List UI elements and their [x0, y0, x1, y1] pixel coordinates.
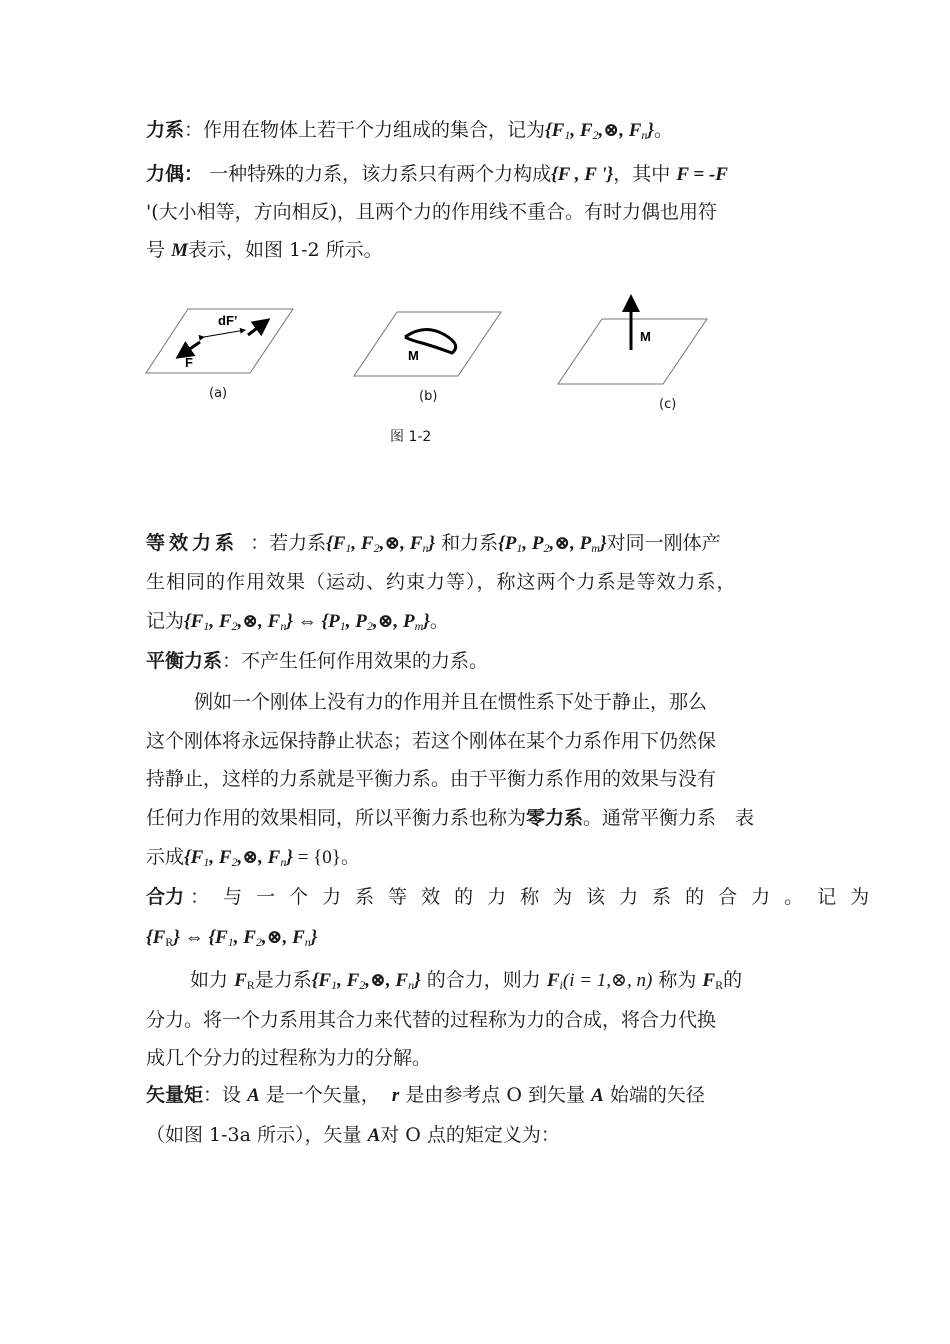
paragraph-equivalent-line2: 生相同的作用效果（运动、约束力等），称这两个力系是等效力系， — [146, 571, 737, 593]
paragraph-equivalent-line3: 记为{$F_1$, $F_2,\otimes$, $F_n$} ⇔ {$P_1$, $P_2,\otimes$, $P_m$}。 — [146, 610, 449, 633]
paragraph-force-system: 力系：作用在物体上若干个力组成的集合，记为{$F_1$, $F_2,\otimes$, $F_n$}。 — [146, 119, 674, 142]
term-force-system: 力系 — [146, 119, 185, 141]
label-m-c: M — [640, 329, 651, 344]
paragraph-resultant: 合力 ：与一个力系等效的力称为该力系的合力。记为 — [146, 886, 884, 908]
paragraph-couple-line2: '(大小相等，方向相反)，且两个力的作用线不重合。有时力偶也用符 — [146, 201, 718, 223]
label-m-b: M — [408, 348, 419, 363]
distance-arrow — [204, 330, 245, 337]
paragraph-example-line3: 持静止，这样的力系就是平衡力系。由于平衡力系作用的效果与没有 — [146, 768, 717, 790]
paragraph-component-line2: 分力。将一个力系用其合力来代替的过程称为力的合成，将合力代换 — [146, 1009, 717, 1031]
paragraph-vector-moment-line2: （如图 1-3a 所示），矢量 A对 O 点的矩定义为： — [146, 1124, 560, 1146]
paragraph-example-line2: 这个刚体将永远保持静止状态；若这个刚体在某个力系作用下仍然保 — [146, 730, 717, 752]
paragraph-resultant-formula: $\{F_R\}$ ⇔ {$F_1$, $F_2,\otimes$, $F_n$} — [146, 927, 318, 949]
label-c: (c) — [659, 397, 677, 412]
term-equivalent: 等效力系 — [146, 532, 239, 554]
paragraph-example-line5: 示成{$F_1$, $F_2,\otimes$, $F_n\} = \{0\}$。 — [146, 846, 360, 869]
paragraph-equivalent: 等效力系 ：若力系{$F_1$, $F_2,\otimes$, $F_n$} 和力系{$P_1$, $P_2,\otimes$, $P_m$}对同一刚体产 — [146, 532, 721, 555]
term-resultant: 合力 — [146, 886, 185, 908]
force-f-prime-arrow — [248, 320, 268, 335]
term-zero-system: 零力系 — [526, 807, 584, 829]
label-a: (a) — [209, 386, 228, 401]
paragraph-example-line4: 任何力作用的效果相同，所以平衡力系也称为零力系。通常平衡力系 表 — [146, 807, 755, 829]
paragraph-couple: 力偶： 一种特殊的力系，该力系只有两个力构成{F , F '}，其中 F = -F — [146, 163, 728, 185]
term-couple: 力偶： — [146, 163, 204, 185]
paragraph-example-line1: 例如一个刚体上没有力的作用并且在惯性系下处于静止，那么 — [194, 691, 708, 713]
term-equilibrium: 平衡力系 — [146, 650, 223, 672]
figure-caption: 图 1-2 — [390, 429, 432, 445]
paragraph-component-line1: 如力 $F_R$是力系{$F_1$, $F_2,\otimes$, $F_n$} 的合力，则力 $F_i(i$ = 1,⊗, n) 称为 $F_R$的 — [190, 969, 743, 992]
label-b: (b) — [419, 389, 438, 404]
term-vector-moment: 矢量矩 — [146, 1084, 204, 1106]
paragraph-equilibrium: 平衡力系：不产生任何作用效果的力系。 — [146, 650, 489, 672]
paragraph-couple-line3: 号 M表示，如图 1-2 所示。 — [146, 239, 383, 261]
paragraph-component-line3: 成几个分力的过程称为力的分解。 — [146, 1047, 432, 1069]
paragraph-vector-moment: 矢量矩：设 A 是一个矢量， r 是由参考点 O 到矢量 A 始端的矢径 — [146, 1084, 705, 1106]
label-df: dF’ — [218, 313, 238, 328]
label-f: F — [185, 355, 193, 370]
